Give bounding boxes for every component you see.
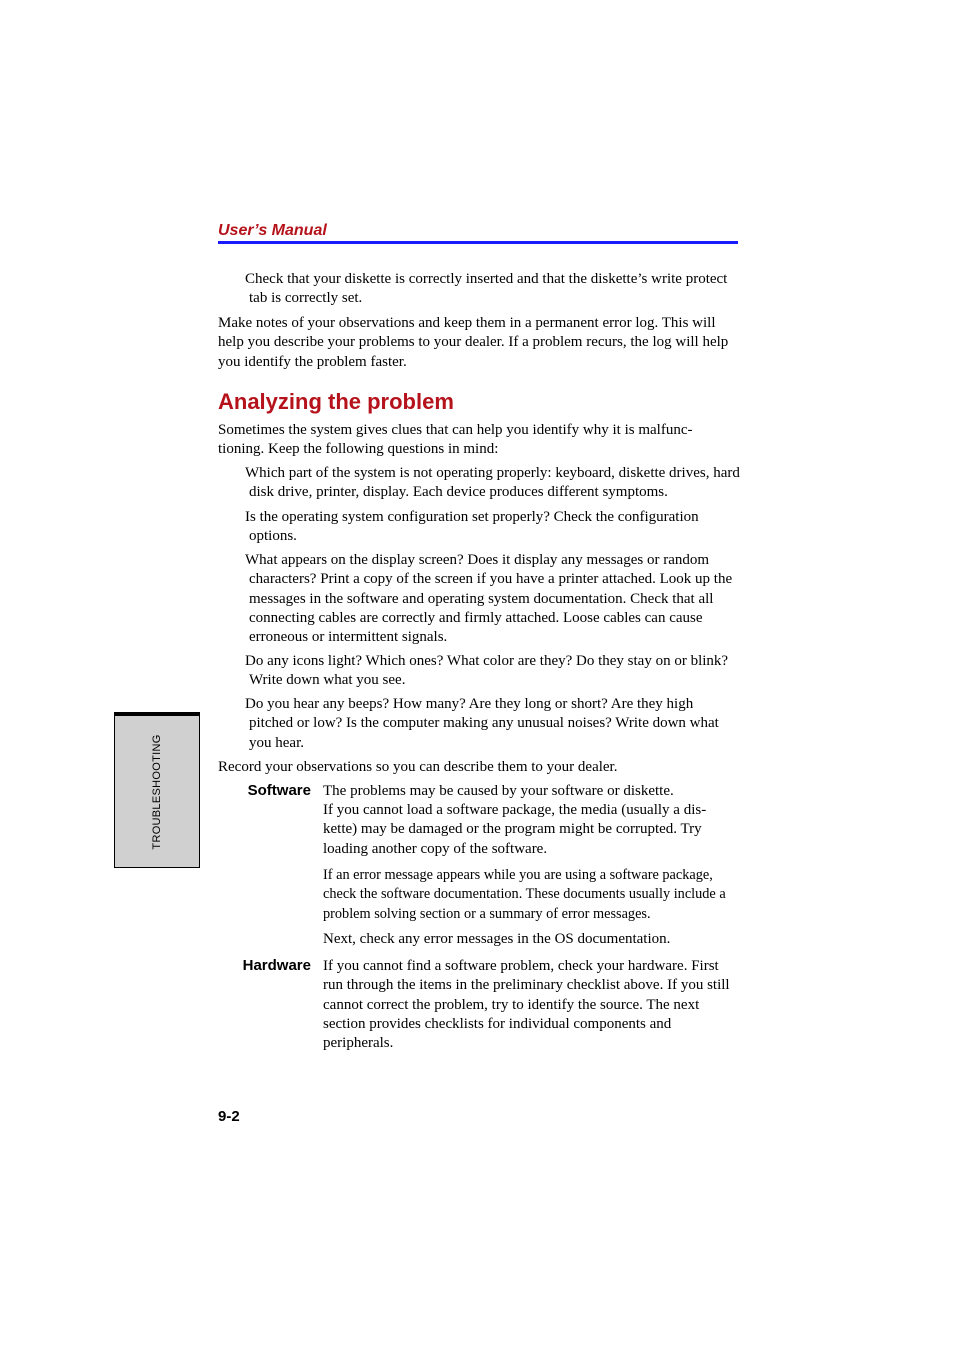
side-tab-label: TROUBLESHOOTING xyxy=(151,733,163,850)
question-bullet: Is the operating system configuration set properly? Check the configuration options. xyxy=(245,509,699,545)
section-title: Analyzing the problem xyxy=(218,389,454,414)
software-term: Software xyxy=(247,782,311,799)
section-intro: Sometimes the system gives clues that can help you identify why it is malfunc-tioning. Keep the following questions in mind: xyxy=(218,422,693,458)
intro-bullet: Check that your diskette is correctly inserted and that the diskette’s write protect tab is correctly set. xyxy=(245,271,728,307)
software-paragraph-2: If an error message appears while you are using a software package, check the software documentation. These documents usually include a problem solving section or a summary of error messages. xyxy=(323,867,726,922)
question-bullet: Do any icons light? Which ones? What color are they? Do they stay on or blink? Write down what you see. xyxy=(245,653,729,689)
question-bullet: What appears on the display screen? Does it display any messages or random characters? Print a copy of the screen if you have a printer attached. Look up the messages in the software and operating system documentation. Check that all connecting cables are correctly and firmly attached. Loose cables can cause erroneous or intermittent signals. xyxy=(245,552,733,646)
hardware-description: If you cannot find a software problem, check your hardware. First run through the items in the preliminary checklist above. If you still cannot correct the problem, try to identify the source. The next section provides checklists for individual components and peripherals. xyxy=(323,958,730,1052)
hardware-term: Hardware xyxy=(242,957,311,974)
software-paragraph-3: Next, check any error messages in the OS documentation. xyxy=(323,931,671,947)
running-header-title: User’s Manual xyxy=(218,222,327,239)
software-line-2: If you cannot load a software package, the media (usually a dis-kette) may be damaged or the program might be corrupted. Try loading another copy of the software. xyxy=(323,802,707,857)
header-rule xyxy=(218,241,738,244)
record-observations: Record your observations so you can describe them to your dealer. xyxy=(218,759,618,775)
question-bullet: Do you hear any beeps? How many? Are they long or short? Are they high pitched or low? Is the computer making any unusual noises? Write down what you hear. xyxy=(245,696,719,751)
page-number: 9-2 xyxy=(218,1108,240,1125)
intro-paragraph: Make notes of your observations and keep them in a permanent error log. This will help you describe your problems to your dealer. If a problem recurs, the log will help you identify the problem faster. xyxy=(218,315,729,370)
software-line-1: The problems may be caused by your software or diskette. xyxy=(323,783,674,799)
chapter-side-tab xyxy=(114,712,200,868)
question-bullet: Which part of the system is not operating properly: keyboard, diskette drives, hard disk drive, printer, display. Each device produces different symptoms. xyxy=(245,465,740,501)
